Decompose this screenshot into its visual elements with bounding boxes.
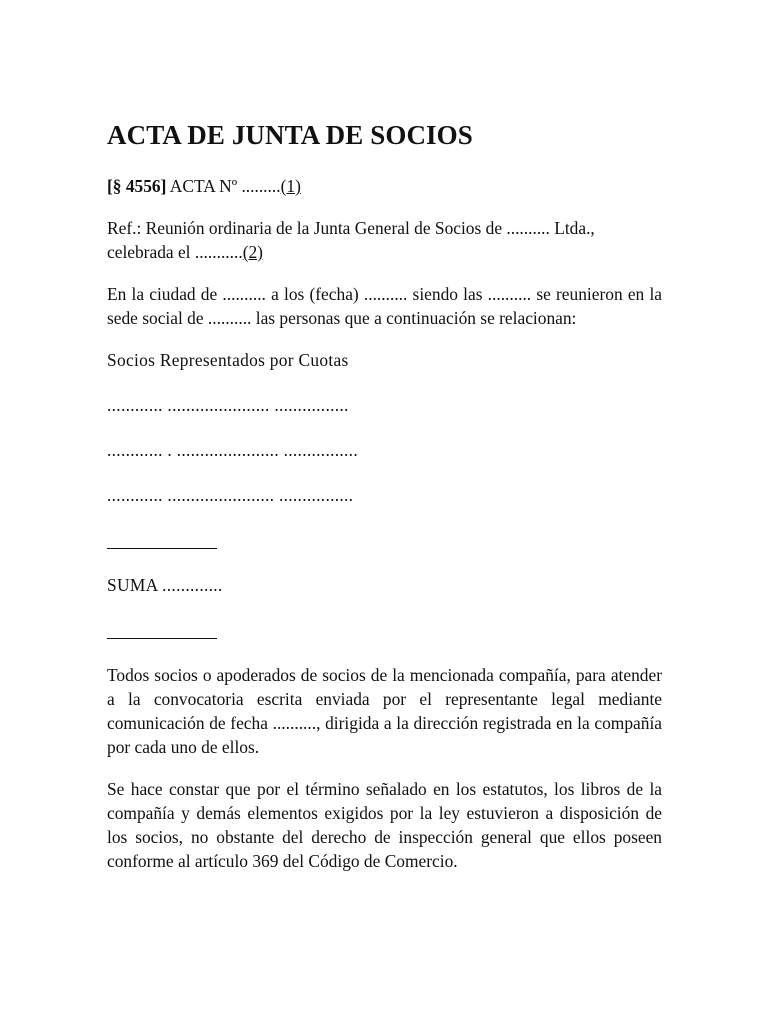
acta-number-line: [107, 174, 662, 198]
acta-number-text: ACTA Nº .........: [166, 176, 281, 196]
documents-availability-paragraph: Se hace constar que por el término señalado en los estatutos, los libros de la compañía y demás elementos exigidos por la ley estuvieron a disposición de los socios, no obstante del derecho de inspección general que ellos poseen conforme al artículo 369 del Código de Comercio.: [107, 779, 662, 871]
document-body: [107, 118, 662, 873]
socios-row: ............ ....................... ................: [107, 485, 354, 505]
rule-line-text-2: [107, 618, 206, 642]
separator-rule-2: [107, 618, 662, 642]
separator-rule-1: [107, 528, 662, 552]
socios-row: ............ . ...................... ................: [107, 440, 358, 460]
footnote-link-1[interactable]: (1): [280, 176, 301, 196]
footnote-link-2[interactable]: (2): [242, 242, 263, 262]
rule-line-text-1: [107, 528, 206, 552]
intro-paragraph: En la ciudad de .......... a los (fecha) .......... siendo las .......... se reunieron en la sede social de .......... las personas que a continuación se relacionan:: [107, 284, 662, 328]
document-title: ACTA DE JUNTA DE SOCIOS: [107, 120, 473, 150]
attendance-paragraph: Todos socios o apoderados de socios de la mencionada compañía, para atender a la convocatoria escrita enviada por el representante legal mediante comunicación de fecha .........., dirigida a la dirección registrada en la compañía por cada uno de ellos.: [107, 665, 662, 757]
suma-line: SUMA .............: [107, 575, 223, 595]
socios-heading: Socios Representados por Cuotas: [107, 350, 349, 370]
section-reference: [§ 4556]: [107, 176, 167, 196]
reference-line: [107, 216, 662, 264]
reference-text: Ref.: Reunión ordinaria de la Junta General de Socios de .......... Ltda., celebrada el ...........: [107, 218, 595, 262]
socios-row: ............ ...................... ................: [107, 395, 349, 415]
